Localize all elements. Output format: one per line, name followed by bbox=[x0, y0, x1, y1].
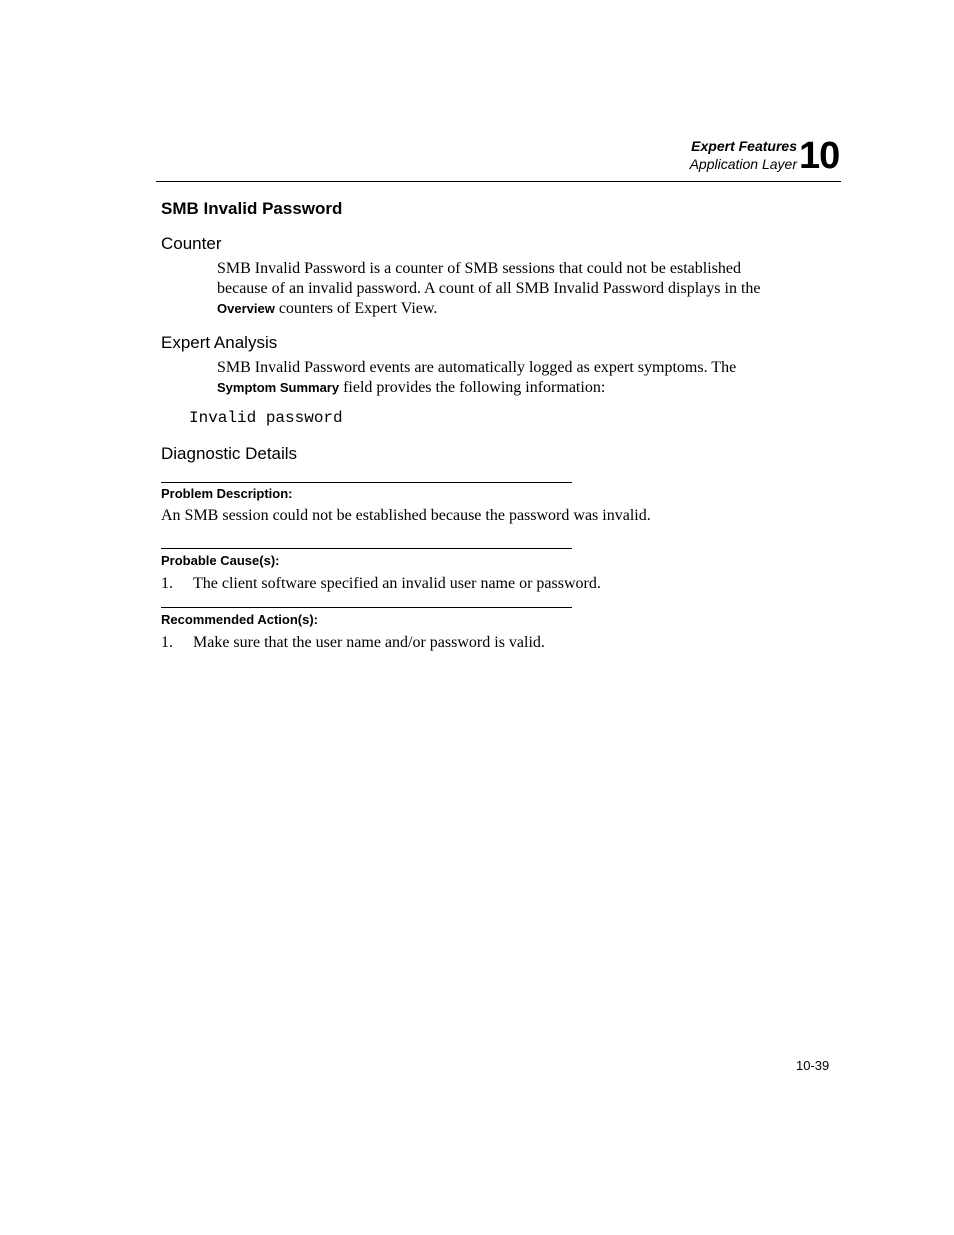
header-subsection: Application Layer bbox=[689, 156, 797, 172]
symptom-summary-term: Symptom Summary bbox=[217, 380, 340, 395]
cause-number: 1. bbox=[161, 575, 173, 592]
header-section: Expert Features bbox=[691, 138, 797, 154]
action-label: Recommended Action(s): bbox=[161, 612, 318, 627]
action-number: 1. bbox=[161, 634, 173, 651]
running-header bbox=[690, 137, 797, 173]
cause-label: Probable Cause(s): bbox=[161, 553, 280, 568]
expert-analysis-heading: Expert Analysis bbox=[161, 333, 278, 352]
counter-heading: Counter bbox=[161, 234, 222, 253]
chapter-number: 10 bbox=[799, 135, 840, 177]
page-title: SMB Invalid Password bbox=[161, 199, 343, 218]
expert-text-before: SMB Invalid Password events are automatically logged as expert symptoms. The bbox=[217, 359, 737, 376]
counter-text-before: SMB Invalid Password is a counter of SMB sessions that could not be established because of an invalid password. A count of all SMB Invalid Password displays in the bbox=[217, 260, 761, 297]
overview-term: Overview bbox=[217, 301, 275, 316]
page-number: 10-39 bbox=[796, 1058, 830, 1073]
diagnostic-heading: Diagnostic Details bbox=[161, 444, 298, 463]
symptom-code: Invalid password bbox=[189, 409, 343, 427]
problem-text: An SMB session could not be established because the password was invalid. bbox=[161, 507, 651, 524]
cause-rule bbox=[161, 548, 572, 549]
problem-label: Problem Description: bbox=[161, 486, 293, 501]
counter-paragraph bbox=[217, 259, 792, 319]
counter-text-after: counters of Expert View. bbox=[278, 300, 438, 317]
problem-rule bbox=[161, 482, 572, 483]
cause-item: The client software specified an invalid user name or password. bbox=[193, 575, 601, 592]
header-rule bbox=[156, 181, 841, 182]
action-item: Make sure that the user name and/or password is valid. bbox=[193, 634, 545, 651]
expert-text-after: field provides the following information: bbox=[343, 379, 606, 396]
expert-analysis-paragraph bbox=[217, 358, 792, 398]
action-rule bbox=[161, 607, 572, 608]
